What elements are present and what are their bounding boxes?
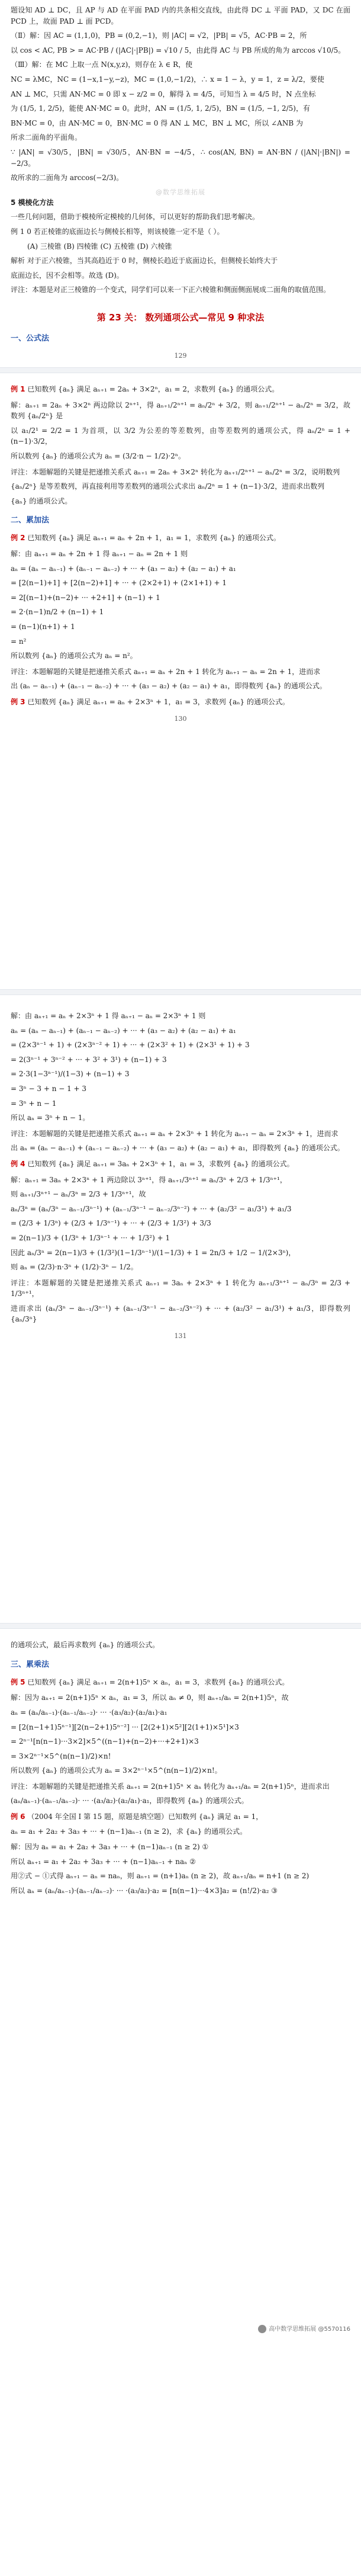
example-label: 例 2 xyxy=(11,534,25,543)
solution-line: 用②式 − ①式得 aₙ₊₁ − aₙ = naₙ，则 aₙ₊₁ = (n+1)aₙ (n ≥ 2)，故 aₙ₊₁/aₙ = n+1 (n ≥ 2) xyxy=(11,1872,310,1881)
solution-line: 所以 aₙ = 3ⁿ + n − 1。 xyxy=(11,1114,90,1122)
note-line: 评注：本题解题的关键是把递推关系式 aₙ₊₁ = 2aₙ + 3×2ⁿ 转化为 aₙ₊₁/2ⁿ⁺¹ − aₙ/2ⁿ = 3/2，说明数列 xyxy=(11,467,340,476)
watermark: @数学思维拓展 xyxy=(156,188,205,196)
example-label: 例 6 xyxy=(11,1812,25,1821)
example-text: 已知数列 {aₙ} 满足 aₙ₊₁ = 3aₙ + 2×3ⁿ + 1，a₁ = 3，求数列 {aₙ} 的通项公式。 xyxy=(25,1159,294,1168)
solution-line: 以 a₁/2¹ = 2/2 = 1 为首项，以 3/2 为公差的等差数列，由等差数列的通项公式，得 aₙ/2ⁿ = 1 + (n−1)·3/2， xyxy=(11,426,350,446)
note-line: {aₙ/2ⁿ} 是等差数列，再直接利用等差数列的通项公式求出 aₙ/2ⁿ = 1 + (n−1)·3/2，进而求出数列 xyxy=(11,482,325,491)
solution-line: 解：因为 aₙ = a₁ + 2a₂ + 3a₃ + ··· + (n−1)aₙ₋₁ (n ≥ 2) ① xyxy=(11,1843,209,1852)
note-line: 评注：本题解题的关键是把递推关系式 aₙ₊₁ = aₙ + 2×3ⁿ + 1 转化为 aₙ₊₁ − aₙ = 2×3ⁿ + 1，进而求 xyxy=(11,1129,339,1138)
page-number: 129 xyxy=(174,352,187,360)
example-label: 例 4 xyxy=(11,1159,25,1168)
page-number: 130 xyxy=(174,714,187,723)
footer-watermark xyxy=(258,2325,350,2334)
solution-step: = [2(n−1)+1] + [2(n−2)+1] + ··· + (2×2+1) + (2×1+1) + 1 xyxy=(11,579,227,588)
text-line: AN ⊥ MC，只需 AN·MC = 0 即 x − z/2 = 0，解得 λ = 4/5，可知当 λ = 4/5 时，N 点坐标 xyxy=(11,89,316,98)
solution-step: = 2ⁿ⁻¹[n(n−1)···3×2]×5^((n−1)+(n−2)+···+2+1)×3 xyxy=(11,1737,199,1746)
solution-step: = (n−1)(n+1) + 1 xyxy=(11,623,75,631)
text-line: ∵ |AN| = √30/5，|BN| = √30/5，AN·BN = −4/5，∴ cos(AN, BN) = AN·BN / (|AN|·|BN|) = −2/3。 xyxy=(11,147,350,168)
note-line: (aₙ/aₙ₋₁)·(aₙ₋₁/aₙ₋₂)· ··· ·(a₃/a₂)·(a₂/a₁)·a₁，即得数列 {aₙ} 的通项公式。 xyxy=(11,1797,249,1805)
example-text: aₙ = a₁ + 2a₂ + 3a₃ + ··· + (n−1)aₙ₋₁ (n ≥ 2)，求 {aₙ} 的通项公式。 xyxy=(11,1827,247,1836)
text-line: 以 cos < AC, PB > = AC·PB / (|AC|·|PB|) = √10 / 5，由此得 AC 与 PB 所成的角为 arccos √10/5。 xyxy=(11,46,346,54)
solution-step: aₙ = (aₙ − aₙ₋₁) + (aₙ₋₁ − aₙ₋₂) + ··· + (a₃ − a₂) + (a₂ − a₁) + a₁ xyxy=(11,1026,236,1035)
solution-line: 则 aₙ = (2/3)·n·3ⁿ + (1/2)·3ⁿ − 1/2。 xyxy=(11,1263,138,1272)
example-line: 例 1 0 若正棱锥的底面边长与侧棱长相等，则该棱锥一定不是（ ）。 xyxy=(11,227,224,236)
solution-line: 解：aₙ₊₁ = 2aₙ + 3×2ⁿ 两边除以 2ⁿ⁺¹，得 aₙ₊₁/2ⁿ⁺¹ = aₙ/2ⁿ + 3/2，则 aₙ₊₁/2ⁿ⁺¹ − aₙ/2ⁿ = 3/2，故数列 {aₙ/2ⁿ} 是 xyxy=(11,400,350,421)
solution-step: = 3ⁿ + n − 1 xyxy=(11,1099,57,1108)
note-line: 的通项公式，最后再求数列 {aₙ} 的通项公式。 xyxy=(11,1641,160,1649)
note-line: 评注：本题解题的关键是把递推关系式 aₙ₊₁ = aₙ + 2n + 1 转化为 aₙ₊₁ − aₙ = 2n + 1，进而求 xyxy=(11,667,321,676)
page-132 xyxy=(0,1629,361,2340)
example-text: 已知数列 {aₙ} 满足 aₙ₊₁ = aₙ + 2n + 1，a₁ = 1，求数列 {aₙ} 的通项公式。 xyxy=(25,534,281,543)
solution-step: = 2(n−1)/3 + (1/3ⁿ + 1/3ⁿ⁻¹ + ··· + 1/3²) + 1 xyxy=(11,1233,170,1242)
solution-step: = 2·3(1−3ⁿ⁻¹)/(1−3) + (n−1) + 3 xyxy=(11,1070,130,1079)
text-line: 故所求的二面角为 arccos(−2/3)。 xyxy=(11,174,124,182)
solution-line: 则 aₙ₊₁/3ⁿ⁺¹ − aₙ/3ⁿ = 2/3 + 1/3ⁿ⁺¹，故 xyxy=(11,1190,146,1199)
page-divider xyxy=(0,989,361,995)
solution-line: 解：aₙ₊₁ = 3aₙ + 2×3ⁿ + 1 两边除以 3ⁿ⁺¹，得 aₙ₊₁/3ⁿ⁺¹ = aₙ/3ⁿ + 2/3 + 1/3ⁿ⁺¹， xyxy=(11,1175,287,1184)
solution-step: = n² xyxy=(11,637,27,646)
page-divider xyxy=(0,1623,361,1629)
solution-step: aₙ/3ⁿ = (aₙ/3ⁿ − aₙ₋₁/3ⁿ⁻¹) + (aₙ₋₁/3ⁿ⁻¹ − aₙ₋₂/3ⁿ⁻²) + ··· + (a₂/3² − a₁/3¹) + a₁/3 xyxy=(11,1204,292,1213)
text-line: 底面边长，因不会相等。故选 (D)。 xyxy=(11,271,124,280)
solution-step: = 3×2ⁿ⁻¹×5^(n(n−1)/2)×n! xyxy=(11,1751,111,1760)
example-text: 已知数列 {aₙ} 满足 aₙ₊₁ = 2(n+1)5ⁿ × aₙ，a₁ = 3，求数列 {aₙ} 的通项公式。 xyxy=(25,1677,289,1686)
solution-step: = (2×3ⁿ⁻¹ + 1) + (2×3ⁿ⁻² + 1) + ··· + (2×3² + 1) + (2×3¹ + 1) + 3 xyxy=(11,1041,250,1050)
solution-line: 所以数列 {aₙ} 的通项公式为 aₙ = (3/2·n − 1/2)·2ⁿ。 xyxy=(11,451,185,460)
solution-line: 所以 aₙ₊₁ = a₁ + 2a₂ + 3a₃ + ··· + (n−1)aₙ₋₁ + naₙ ② xyxy=(11,1857,196,1866)
footer-watermark-text: 高中数学思维拓展 @5570116 xyxy=(269,2325,350,2333)
example-label: 例 3 xyxy=(11,698,25,707)
solution-line: 所以 aₙ = (aₙ/aₙ₋₁)·(aₙ₋₁/aₙ₋₂)· ··· ·(a₃/a₂)·a₂ = [n(n−1)···4×3]a₂ = (n!/2)·a₂ ③ xyxy=(11,1887,278,1895)
solution-step: aₙ = (aₙ/aₙ₋₁)·(aₙ₋₁/aₙ₋₂)· ··· ·(a₃/a₂)·(a₂/a₁)·a₁ xyxy=(11,1708,167,1717)
text-line: 为 (1/5, 1, 2/5)，能使 AN·MC = 0。此时，AN = (1/5, 1, 2/5)，BN = (1/5, −1, 2/5)，有 xyxy=(11,104,310,113)
solution-line: 解：由 aₙ₊₁ = aₙ + 2n + 1 得 aₙ₊₁ − aₙ = 2n + 1 则 xyxy=(11,550,188,559)
example-text: （2004 年全国 I 第 15 题，原题是填空题）已知数列 {aₙ} 满足 a₁ = 1， xyxy=(25,1812,263,1821)
section-title: 一、公式法 xyxy=(11,334,50,344)
text-line: BN·MC = 0，由 AN·MC = 0，BN·MC = 0 得 AN ⊥ MC，BN ⊥ MC，所以 ∠ANB 为 xyxy=(11,118,303,127)
text-line: NC = λMC，NC = (1−x,1−y,−z)，MC = (1,0,−1/2)，∴ x = 1 − λ，y = 1，z = λ/2，要使 xyxy=(11,75,324,84)
choice-line: (A) 三棱锥 (B) 四棱锥 (C) 五棱锥 (D) 六棱锥 xyxy=(27,242,172,251)
section-title: 二、累加法 xyxy=(11,516,50,525)
page-divider xyxy=(0,367,361,373)
note-line: 出 aₙ = (aₙ − aₙ₋₁) + (aₙ₋₁ − aₙ₋₂) + ··· + (a₃ − a₂) + (a₂ − a₁) + a₁，即得数列 {aₙ} 的通项公式。 xyxy=(11,1144,344,1153)
solution-line: 解：因为 aₙ₊₁ = 2(n+1)5ⁿ × aₙ，a₁ = 3，所以 aₙ ≠ 0，则 aₙ₊₁/aₙ = 2(n+1)5ⁿ，故 xyxy=(11,1693,289,1702)
page-fragment-top xyxy=(0,0,361,367)
example-text: 已知数列 {aₙ} 满足 aₙ₊₁ = aₙ + 2×3ⁿ + 1，a₁ = 3，求数列 {aₙ} 的通项公式。 xyxy=(25,698,289,707)
page-130 xyxy=(0,373,361,989)
text-line: 评注：本题是对正三棱锥的一个变式，同学们可以来一下正六棱锥和侧面侧面展成二面角的取值范围。 xyxy=(11,285,331,294)
text-line: 解析 对于正六棱锥，当其高趋近于 0 时，侧棱长趋近于底面边长，但侧棱长始终大于 xyxy=(11,256,278,265)
text-line: （Ⅲ）解：在 MC 上取一点 N(x,y,z)，则存在 λ ∈ R，使 xyxy=(11,60,193,69)
example-label: 例 1 xyxy=(11,385,25,393)
chapter-title: 第 23 关： 数列通项公式—常见 9 种求法 xyxy=(96,312,265,323)
solution-line: 所以数列 {aₙ} 的通项公式为 aₙ = 3×2ⁿ⁻¹×5^(n(n−1)/2)×n!。 xyxy=(11,1766,222,1775)
subsection-heading: 5 模棱化方法 xyxy=(11,198,54,207)
solution-line: 因此 aₙ/3ⁿ = 2(n−1)/3 + (1/3²)(1−1/3ⁿ⁻¹)/(1−1/3) + 1 = 2n/3 + 1/2 − 1/(2×3ⁿ)， xyxy=(11,1248,296,1257)
note-line: 进而求出 (aₙ/3ⁿ − aₙ₋₁/3ⁿ⁻¹) + (aₙ₋₁/3ⁿ⁻¹ − aₙ₋₂/3ⁿ⁻²) + ··· + (a₂/3² − a₁/3¹) + a₁/3，即得数列 {aₙ/3ⁿ} xyxy=(11,1304,350,1324)
example-text: 已知数列 {aₙ} 满足 aₙ₊₁ = 2aₙ + 3×2ⁿ，a₁ = 2，求数列 {aₙ} 的通项公式。 xyxy=(25,385,279,393)
section-title: 三、累乘法 xyxy=(11,1660,50,1669)
solution-line: 所以数列 {aₙ} 的通项公式为 aₙ = n²。 xyxy=(11,652,137,660)
note-line: {aₙ} 的通项公式。 xyxy=(11,496,72,505)
note-line: 评注：本题解题的关键是把递推关系式 aₙ₊₁ = 3aₙ + 2×3ⁿ + 1 转化为 aₙ₊₁/3ⁿ⁺¹ − aₙ/3ⁿ = 2/3 + 1/3ⁿ⁺¹， xyxy=(11,1278,350,1298)
solution-line: 解：由 aₙ₊₁ = aₙ + 2×3ⁿ + 1 得 aₙ₊₁ − aₙ = 2×3ⁿ + 1 则 xyxy=(11,1012,206,1020)
text-line: 所求二面角的平面角。 xyxy=(11,133,82,142)
note-line: 评注：本题解题的关键是把递推关系 aₙ₊₁ = 2(n+1)5ⁿ × aₙ 转化为 aₙ₊₁/aₙ = 2(n+1)5ⁿ，进而求出 xyxy=(11,1782,330,1791)
solution-step: aₙ = (aₙ − aₙ₋₁) + (aₙ₋₁ − aₙ₋₂) + ··· + (a₃ − a₂) + (a₂ − a₁) + a₁ xyxy=(11,564,236,573)
text-line: （Ⅱ）解：因 AC = (1,1,0)，PB = (0,2,−1)，则 |AC| = √2，|PB| = √5，AC·PB = 2，所 xyxy=(11,31,307,40)
solution-step: = 2·(n−1)n/2 + (n−1) + 1 xyxy=(11,608,104,617)
example-label: 例 5 xyxy=(11,1677,25,1686)
text-line: 一些几何问题，借助于模棱所定模棱的几何体，可以更好的帮助我们思考解决。 xyxy=(11,213,260,222)
solution-step: = 2(3ⁿ⁻¹ + 3ⁿ⁻² + ··· + 3² + 3¹) + (n−1) + 3 xyxy=(11,1055,167,1064)
note-line: 出 (aₙ − aₙ₋₁) + (aₙ₋₁ − aₙ₋₂) + ··· + (a₃ − a₂) + (a₂ − a₁) + a₁，即得数列 {aₙ} 的通项公式。 xyxy=(11,682,327,691)
page-number: 131 xyxy=(174,1332,187,1340)
wechat-icon xyxy=(258,2325,266,2333)
solution-step: = 3ⁿ − 3 + n − 1 + 3 xyxy=(11,1084,87,1093)
page-131 xyxy=(0,995,361,1623)
solution-step: = 2[(n−1)+(n−2)+ ··· +2+1] + (n−1) + 1 xyxy=(11,593,160,602)
text-line: 题设知 AD ⊥ DC，且 AP 与 AD 在平面 PAD 内的共条相交直线，由此得 DC ⊥ 平面 PAD，又 DC 在面 PCD 上，故面 PAD ⊥ 面 PCD。 xyxy=(11,6,350,25)
solution-step: = (2/3 + 1/3ⁿ) + (2/3 + 1/3ⁿ⁻¹) + ··· + (2/3 + 1/3²) + 3/3 xyxy=(11,1219,211,1228)
solution-step: = [2(n−1+1)5ⁿ⁻¹][2(n−2+1)5ⁿ⁻²] ··· [2(2+1)×5²][2(1+1)×5¹]×3 xyxy=(11,1722,239,1731)
